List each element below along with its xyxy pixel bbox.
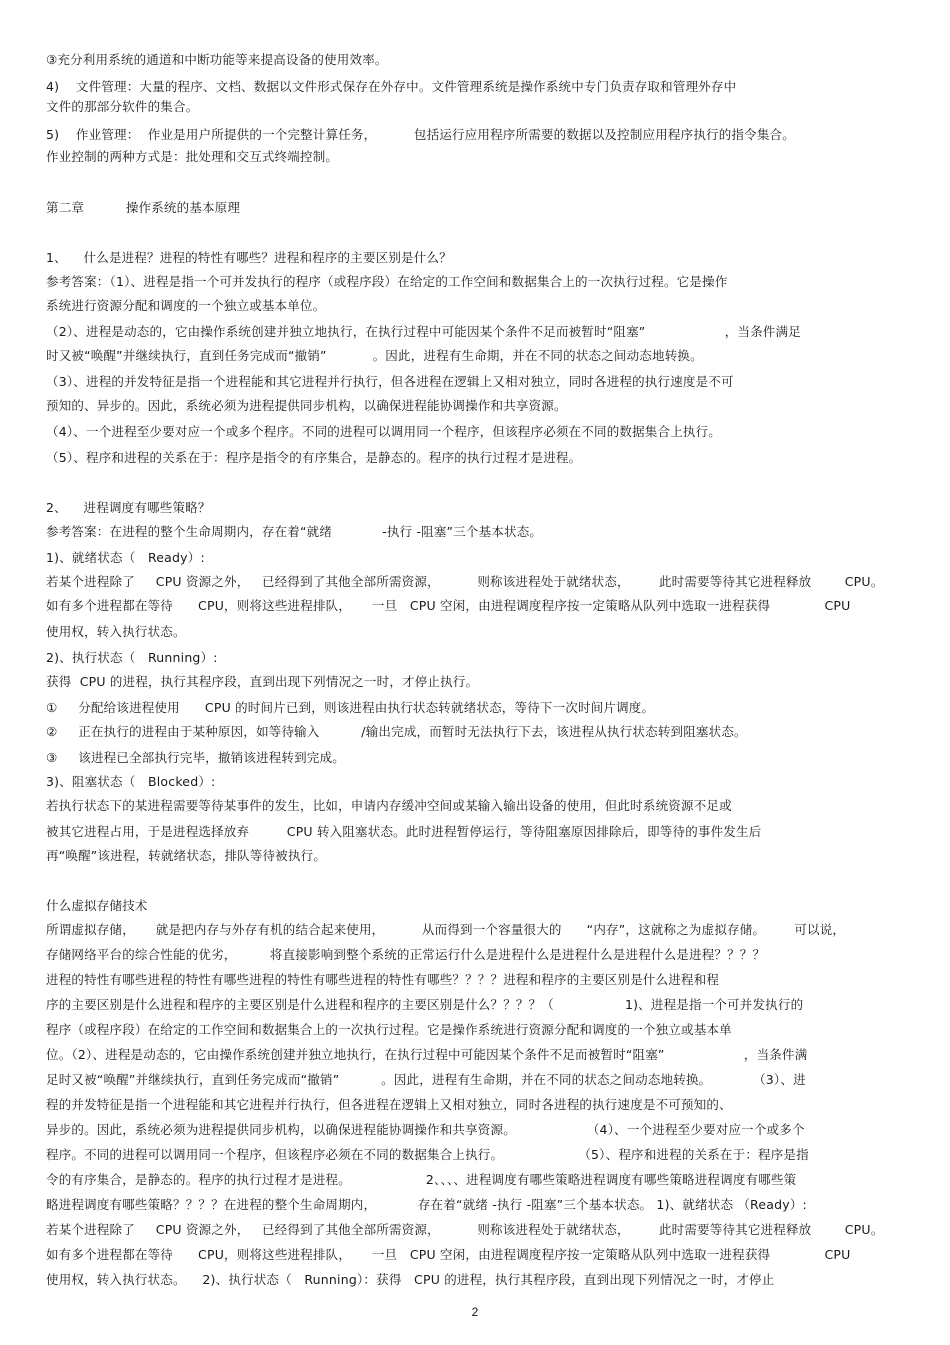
- text-line: ③充分利用系统的通道和中断功能等来提高设备的使用效率。: [46, 52, 388, 67]
- text-line: ② 正在执行的进程由于某种原因，如等待输入 /输出完成，而暂时无法执行下去，该进程从执行状态转到阻塞状态。: [46, 724, 747, 739]
- text-line: （2）、进程是动态的，它由操作系统创建并独立地执行，在执行过程中可能因某个条件不足而被暂时“阻塞” ，当条件满足: [46, 324, 801, 339]
- text-line: 2)、执行状态（ Running）:: [46, 650, 218, 665]
- text-line: 参考答案：（1）、进程是指一个可并发执行的程序（或程序段）在给定的工作空间和数据集合上的一次执行过程。它是操作: [46, 274, 728, 289]
- text-line: 所谓虚拟存储， 就是把内存与外存有机的结合起来使用， 从而得到一个容量很大的 “内存”，这就称之为虚拟存储。 可以说，: [46, 922, 846, 937]
- text-line: 序的主要区别是什么进程和程序的主要区别是什么进程和程序的主要区别是什么？？？？（ 1)、进程是指一个可并发执行的: [46, 997, 804, 1012]
- text-line: 如有多个进程都在等待 CPU，则将这些进程排队， 一旦 CPU 空闲，由进程调度程序按一定策略从队列中选取一进程获得 CPU: [46, 1247, 851, 1262]
- text-line: 存储网络平台的综合性能的优劣， 将直接影响到整个系统的正常运行什么是进程什么是进程什么是进程什么是进程？？？？: [46, 947, 766, 962]
- text-line: （3）、进程的并发特征是指一个进程能和其它进程并行执行，但各进程在逻辑上又相对独立，同时各进程的执行速度是不可: [46, 374, 734, 389]
- text-line: 作业控制的两种方式是：批处理和交互式终端控制。: [46, 149, 339, 164]
- text-line: 3)、阻塞状态（ Blocked）:: [46, 774, 216, 789]
- text-line: （5）、程序和进程的关系在于：程序是指令的有序集合，是静态的。程序的执行过程才是进程。: [46, 450, 582, 465]
- text-line: 参考答案：在进程的整个生命周期内，存在着“就绪 -执行 -阻塞”三个基本状态。: [46, 524, 543, 539]
- text-line: 使用权，转入执行状态。 2)、执行状态（ Running）：获得 CPU 的进程，执行其程序段，直到出现下列情况之一时，才停止: [46, 1272, 775, 1287]
- text-line: 5) 作业管理： 作业是用户所提供的一个完整计算任务， 包括运行应用程序所需要的数据以及控制应用程序执行的指令集合。: [46, 127, 795, 142]
- text-line: 文件的那部分软件的集合。: [46, 99, 199, 114]
- text-line: 如有多个进程都在等待 CPU，则将这些进程排队， 一旦 CPU 空闲，由进程调度程序按一定策略从队列中选取一进程获得 CPU: [46, 598, 851, 613]
- text-line: 进程的特性有哪些进程的特性有哪些进程的特性有哪些进程的特性有哪些？？？？进程和程序的主要区别是什么进程和程: [46, 972, 720, 987]
- text-line: 系统进行资源分配和调度的一个独立或基本单位。: [46, 298, 326, 313]
- text-line: 使用权，转入执行状态。: [46, 624, 186, 639]
- text-line: 异步的。因此，系统必须为进程提供同步机构，以确保进程能协调操作和共享资源。 （4）、一个进程至少要对应一个或多个: [46, 1122, 805, 1137]
- text-line: 程的并发特征是指一个进程能和其它进程并行执行，但各进程在逻辑上又相对独立，同时各进程的执行速度是不可预知的、: [46, 1097, 732, 1112]
- text-line: ① 分配给该进程使用 CPU 的时间片已到，则该进程由执行状态转就绪状态，等待下一次时间片调度。: [46, 700, 655, 715]
- text-line: 什么虚拟存储技术: [46, 898, 148, 913]
- text-line: 获得 CPU 的进程，执行其程序段，直到出现下列情况之一时，才停止执行。: [46, 674, 479, 689]
- text-line: 令的有序集合，是静态的。程序的执行过程才是进程。 2、、、、进程调度有哪些策略进程调度有哪些策略进程调度有哪些策: [46, 1172, 797, 1187]
- text-line: 4) 文件管理：大量的程序、文档、数据以文件形式保存在外存中。文件管理系统是操作系统中专门负责存取和管理外存中: [46, 79, 737, 94]
- text-line: 程序（或程序段）在给定的工作空间和数据集合上的一次执行过程。它是操作系统进行资源分配和调度的一个独立或基本单: [46, 1022, 732, 1037]
- text-line: 略进程调度有哪些策略？？？？在进程的整个生命周期内， 存在着“就绪 -执行 -阻塞”三个基本状态。 1)、就绪状态 （Ready）:: [46, 1197, 807, 1212]
- text-line: 预知的、异步的。因此，系统必须为进程提供同步机构，以确保进程能协调操作和共享资源。: [46, 398, 567, 413]
- text-line: 2、 进程调度有哪些策略？: [46, 500, 211, 515]
- text-line: 被其它进程占用，于是进程选择放弃 CPU 转入阻塞状态。此时进程暂停运行，等待阻塞原因排除后，即等待的事件发生后: [46, 824, 762, 839]
- text-line: 1)、就绪状态（ Ready）:: [46, 550, 205, 565]
- text-line: 第二章 操作系统的基本原理: [46, 200, 241, 215]
- text-line: 再“唤醒”该进程，转就绪状态，排队等待被执行。: [46, 848, 327, 863]
- text-line: 足时又被“唤醒”并继续执行，直到任务完成而“撤销” 。因此，进程有生命期，并在不同的状态之间动态地转换。 （3）、进: [46, 1072, 806, 1087]
- text-line: 位。（2）、进程是动态的，它由操作系统创建并独立地执行，在执行过程中可能因某个条件不足而被暂时“阻塞” ，当条件满: [46, 1047, 808, 1062]
- text-line: 若某个进程除了 CPU 资源之外， 已经得到了其他全部所需资源， 则称该进程处于就绪状态， 此时需要等待其它进程释放 CPU。: [46, 1222, 884, 1237]
- text-line: 时又被“唤醒”并继续执行，直到任务完成而“撤销” 。因此，进程有生命期，并在不同的状态之间动态地转换。: [46, 348, 703, 363]
- text-line: ③ 该进程已全部执行完毕，撤销该进程转到完成。: [46, 750, 345, 765]
- text-line: （4）、一个进程至少要对应一个或多个程序。不同的进程可以调用同一个程序，但该程序必须在不同的数据集合上执行。: [46, 424, 722, 439]
- text-line: 若某个进程除了 CPU 资源之外， 已经得到了其他全部所需资源， 则称该进程处于就绪状态， 此时需要等待其它进程释放 CPU。: [46, 574, 884, 589]
- text-line: 程序。不同的进程可以调用同一个程序，但该程序必须在不同的数据集合上执行。 （5）、程序和进程的关系在于：程序是指: [46, 1147, 809, 1162]
- page-number: 2: [471, 1305, 479, 1319]
- text-line: 若执行状态下的某进程需要等待某事件的发生，比如，申请内存缓冲空间或某输入输出设备的使用，但此时系统资源不足或: [46, 798, 732, 813]
- text-line: 1、 什么是进程？进程的特性有哪些？进程和程序的主要区别是什么？: [46, 250, 452, 265]
